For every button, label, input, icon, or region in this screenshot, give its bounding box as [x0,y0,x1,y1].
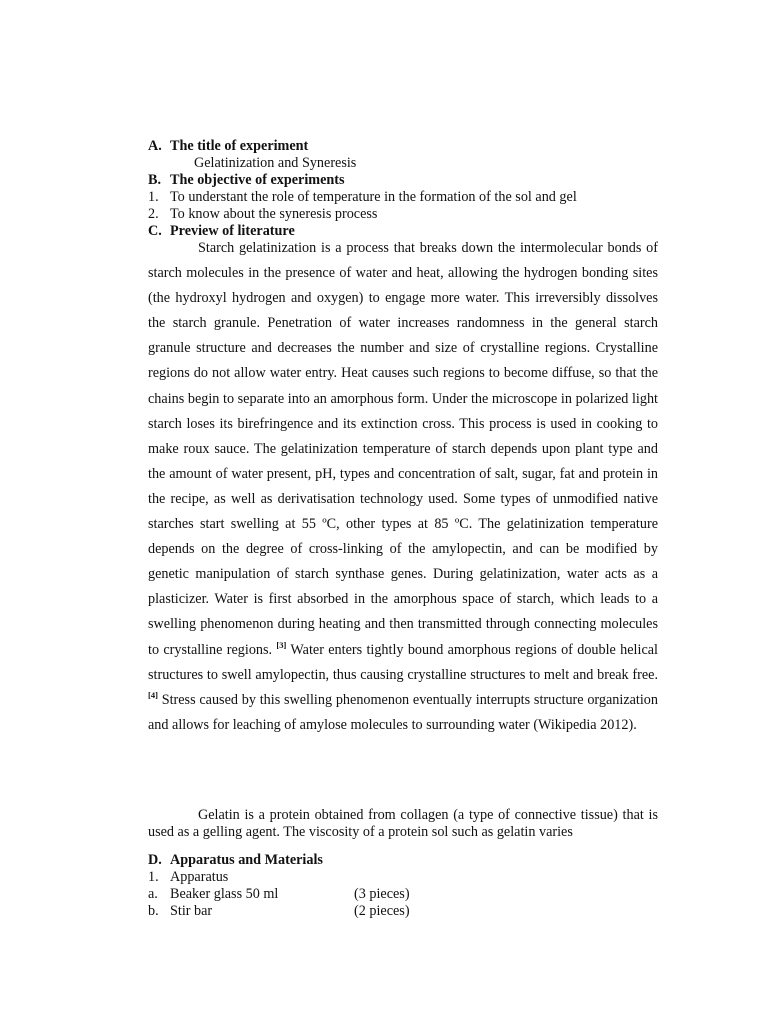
section-d-heading: D. Apparatus and Materials [148,852,323,868]
section-c-heading: C. Preview of literature [148,223,295,239]
section-b-heading: B. The objective of experiments [148,172,345,188]
apparatus-item: a. Beaker glass 50 ml (3 pieces) [148,886,410,902]
citation-4: [4] [148,689,158,700]
objective-item: 1. To understant the role of temperature in the formation of the sol and gel [148,189,577,205]
objective-item: 2. To know about the syneresis process [148,206,378,222]
experiment-title: Gelatinization and Syneresis [194,155,357,171]
literature-paragraph-1: Starch gelatinization is a process that breaks down the intermolecular bonds of starch molecules in the presence of water and heat, allowing the hydrogen bonding sites (the hydroxyl hydrogen and oxygen) to engage more water. This irreversibly dissolves the starch granule. Penetration of water increases randomness in the general starch granule structure and decreases the number and size of crystalline regions. Crystalline regions do not allow water entry. Heat causes such regions to become diffuse, so that the chains begin to separate into an amorphous form. Under the microscope in polarized light starch loses its birefringence and its extinction cross. This process is used in cooking to make roux sauce. The gelatinization temperature of starch depends upon plant type and the amount of water present, pH, types and concentration of salt, sugar, fat and protein in the recipe, as well as derivatisation technology used. Some types of unmodified native starches start swelling at 55 ºC, other types at 85 ºC. The gelatinization temperature depends on the degree of cross-linking of the amylopectin, and can be modified by genetic manipulation of starch synthase genes. During gelatinization, water acts as a plasticizer. Water is first absorbed in the amorphous space of starch, which leads to a swelling phenomenon during heating and then transmitted through connecting molecules to crystalline regions. [3] Water enters tightly bound amorphous regions of double helical structures to swell amylopectin, thus causing crystalline structures to melt and break free.[4] Stress caused by this swelling phenomenon eventually interrupts structure organization and allows for leaching of amylose molecules to surrounding water (Wikipedia 2012). [148,240,658,733]
apparatus-item: b. Stir bar (2 pieces) [148,903,410,919]
literature-paragraph-2: Gelatin is a protein obtained from collagen (a type of connective tissue) that is used as a gelling agent. The viscosity of a protein sol such as gelatin varies [148,807,658,840]
apparatus-subheading: 1. Apparatus [148,869,229,885]
citation-3: [3] [276,639,287,650]
section-a-heading: A. The title of experiment [148,138,309,154]
